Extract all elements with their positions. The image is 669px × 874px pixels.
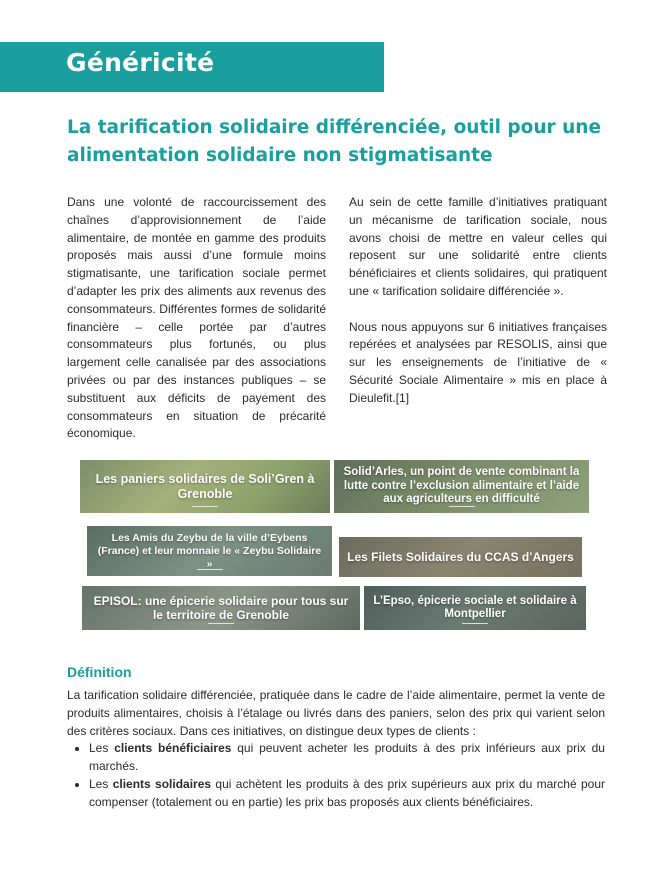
initiative-tile-label: Les Amis du Zeybu de la ville d’Eybens (France) et leur monnaie le « Zeybu Solidaire » — [97, 531, 322, 570]
tile-underline — [462, 623, 488, 624]
initiative-tile-label: Les paniers solidaires de Soli’Gren à Grenoble — [95, 471, 315, 501]
intro-paragraph: Dans une volonté de raccourcissement des chaînes d’approvisionnement de l’aide alimentaire, de montée en gamme des produits proposés mais aussi d’une formule moins stigmatisante, une tarification sociale permet d’adapter les prix des aliments aux revenus des consommateurs. Différentes formes de solidarité financière – celle portée par d’autres consommateurs plus fortunés, ou plus largement celle canalisée par des associations privées ou par des instances publiques – se substituent aux déficits de payement des consommateurs en situation de précarité économique. — [67, 195, 326, 441]
bold-term: clients bénéficiaires — [114, 741, 232, 756]
tile-underline — [449, 506, 475, 507]
section-title: Généricité — [66, 48, 215, 77]
initiative-tile-episol[interactable] — [82, 586, 360, 630]
tile-underline — [192, 506, 218, 507]
definition-paragraph: La tarification solidaire différenciée, pratiquée dans le cadre de l’aide alimentaire, permet la vente de produits alimentaires, choisis à l’étalage ou livrés dans des paniers, selon des prix qui varient selon des critères sociaux. Dans ces initiatives, on distingue deux types de clients : — [67, 688, 605, 738]
initiative-tile-label: EPISOL: une épicerie solidaire pour tous sur le territoire de Grenoble — [93, 594, 349, 622]
page-subtitle: La tarification solidaire différenciée, outil pour une alimentation solidaire non stigmatisante — [67, 117, 602, 166]
initiative-tile-soligren[interactable] — [80, 460, 330, 513]
bold-term: clients solidaires — [112, 776, 212, 791]
list-item: • Les clients solidaires qui achètent les produits à des prix supérieurs aux prix du marché pour compenser (totalement ou en partie) les prix bas proposés aux clients bénéficiaires. — [89, 776, 605, 812]
tile-underline — [197, 569, 223, 570]
intro-left-column — [67, 194, 326, 443]
definition-body — [67, 687, 605, 812]
initiative-tile-solidarles[interactable] — [334, 460, 589, 513]
initiative-tile-label: Les Filets Solidaires du CCAS d’Angers — [347, 550, 574, 564]
initiative-tile-filets-solidaires[interactable] — [339, 537, 582, 577]
tile-underline — [208, 623, 234, 624]
definition-heading: Définition — [67, 664, 132, 680]
initiative-tile-label: Solid’Arles, un point de vente combinant la lutte contre l’exclusion alimentaire et l’aide aux agriculteurs en difficulté — [343, 466, 580, 506]
section-banner — [0, 42, 384, 92]
client-types-list — [67, 740, 605, 811]
intro-right-column — [349, 194, 607, 408]
intro-paragraph: Au sein de cette famille d’initiatives pratiquant un mécanisme de tarification sociale, nous avons choisi de mettre en valeur celles qui reposent sur une solidarité entre clients bénéficiaires et clients solidaires, qui pratiquent une « tarification solidaire différenciée ». — [349, 195, 607, 298]
initiative-tile-epso[interactable] — [364, 586, 586, 630]
initiative-tile-zeybu[interactable] — [87, 526, 332, 576]
intro-paragraph: Nous nous appuyons sur 6 initiatives françaises repérées et analysées par RESOLIS, ainsi que sur les enseignements de l’initiative de « Sécurité Sociale Alimentaire » mis en place à Dieulefit.[1] — [349, 319, 607, 405]
list-item: • Les clients bénéficiaires qui peuvent acheter les produits à des prix inférieurs aux prix du marchés. — [89, 740, 605, 776]
initiative-tile-label: L’Epso, épicerie sociale et solidaire à Montpellier — [373, 594, 577, 620]
